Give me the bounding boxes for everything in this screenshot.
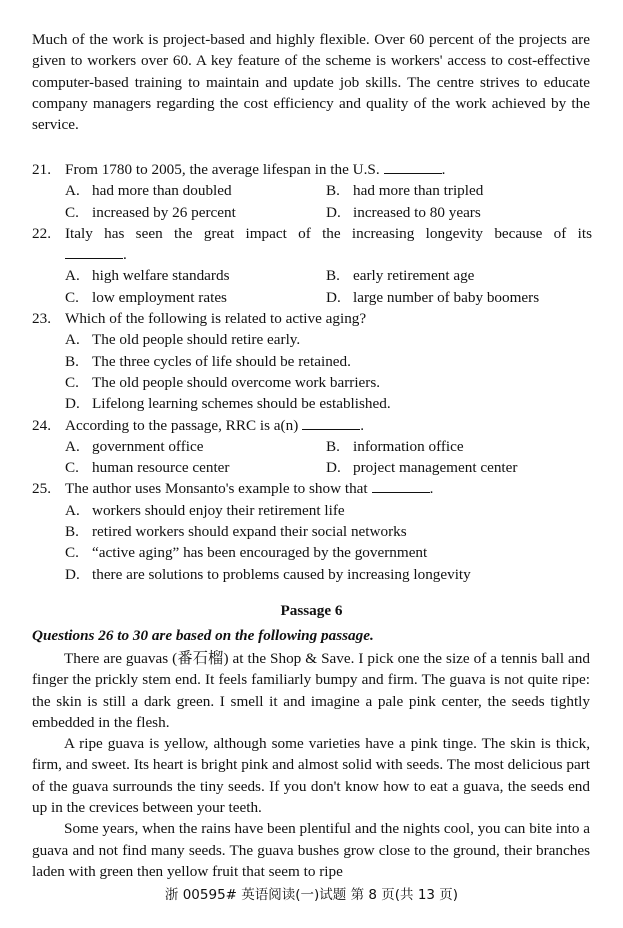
- option-label: A.: [65, 331, 80, 349]
- options: [32, 329, 592, 414]
- question-suffix: .: [123, 246, 127, 264]
- option-label: A.: [65, 267, 80, 285]
- option-d: [326, 457, 592, 478]
- options: [32, 265, 592, 308]
- option-label: C.: [65, 288, 79, 306]
- question-number: 23.: [32, 310, 51, 328]
- option-label: D.: [65, 565, 80, 583]
- option-label: C.: [65, 544, 79, 562]
- option-c: [65, 202, 326, 223]
- option-a: [65, 265, 326, 286]
- option-d: [326, 202, 592, 223]
- option-b: [326, 265, 592, 286]
- question-suffix: .: [429, 480, 434, 498]
- question-21: [32, 159, 592, 223]
- intro-text: Much of the work is project-based and highly flexible. Over 60 percent of the projects are given to workers over 60. A key feature of the scheme is workers' access to cost-effective computer-based training to maintain and update job skills. The centre strives to educate company managers regarding the cost efficiency and quality of the work achieved by the service.: [32, 31, 590, 134]
- option-text: low employment rates: [92, 288, 227, 306]
- answer-blank: [384, 159, 442, 174]
- option-text: retired workers should expand their social networks: [92, 523, 407, 541]
- option-a: [65, 180, 326, 201]
- option-a: [65, 436, 326, 457]
- question-suffix: .: [360, 416, 365, 434]
- body-paragraph: A ripe guava is yellow, although some varieties have a pink tinge. The skin is thick, firm, and sweet. Its heart is bright pink and almost solid with seeds. The most delicious part of the guava surrounds the tiny seeds. If you don't know how to eat a guava, the seeds end up in the crevices between your teeth.: [32, 735, 590, 817]
- question-number: 21.: [32, 161, 51, 178]
- option-a: [65, 500, 592, 521]
- option-text: had more than tripled: [353, 182, 484, 200]
- option-text: human resource center: [92, 459, 230, 477]
- option-label: C.: [65, 459, 79, 477]
- option-text: there are solutions to problems caused by increasing longevity: [92, 565, 471, 583]
- passage-title: Passage 6: [280, 602, 343, 619]
- option-label: C.: [65, 203, 79, 221]
- answer-blank: [372, 478, 430, 493]
- option-text: high welfare standards: [92, 267, 230, 285]
- option-d: [65, 393, 592, 414]
- option-b: [65, 521, 592, 542]
- question-25: [32, 478, 592, 584]
- question-24: [32, 415, 592, 479]
- options: [32, 500, 592, 585]
- option-text: The old people should overcome work barriers.: [92, 373, 381, 391]
- intro-paragraph: [32, 29, 590, 135]
- option-text: increased by 26 percent: [92, 203, 236, 221]
- option-text: The three cycles of life should be retained.: [92, 352, 351, 370]
- option-label: A.: [65, 437, 80, 455]
- option-label: A.: [65, 501, 80, 519]
- option-c: [65, 287, 326, 308]
- question-text: Italy has seen the great impact of the increasing longevity because of its: [65, 224, 592, 242]
- option-b: [65, 351, 592, 372]
- option-text: Lifelong learning schemes should be established.: [92, 395, 391, 413]
- option-label: D.: [326, 203, 341, 221]
- passage-instructions: Questions 26 to 30 are based on the following passage.: [32, 627, 374, 644]
- option-text: large number of baby boomers: [353, 288, 540, 306]
- question-22: [32, 223, 592, 308]
- body-paragraph: Some years, when the rains have been plentiful and the nights cool, you can bite into a guava and not find many seeds. The guava bushes grow close to the ground, their branches laden with green then yellow fruit that seem to ripe: [32, 820, 590, 880]
- option-label: B.: [65, 352, 79, 370]
- question-text: Which of the following is related to active aging?: [65, 310, 367, 328]
- option-text: information office: [353, 437, 464, 455]
- option-text: “active aging” has been encouraged by the government: [92, 544, 428, 562]
- option-label: D.: [326, 459, 341, 477]
- option-label: B.: [326, 267, 340, 285]
- option-text: increased to 80 years: [353, 203, 481, 221]
- option-c: [65, 542, 592, 563]
- options: [32, 436, 592, 479]
- option-text: early retirement age: [353, 267, 475, 285]
- question-number: 24.: [32, 416, 51, 434]
- option-label: D.: [65, 395, 80, 413]
- option-d: [65, 564, 592, 585]
- option-label: B.: [65, 523, 79, 541]
- option-label: C.: [65, 373, 79, 391]
- option-c: [65, 457, 326, 478]
- option-text: workers should enjoy their retirement life: [92, 501, 345, 519]
- question-number: 25.: [32, 480, 51, 498]
- option-c: [65, 372, 592, 393]
- question-suffix: .: [441, 161, 446, 178]
- question-text: According to the passage, RRC is a(n): [65, 416, 299, 434]
- question-text: The author uses Monsanto's example to show that: [65, 480, 368, 498]
- question-number: 22.: [32, 224, 51, 242]
- option-text: had more than doubled: [92, 182, 232, 200]
- question-text: From 1780 to 2005, the average lifespan in the U.S.: [65, 161, 380, 178]
- answer-blank: [65, 244, 123, 259]
- body-paragraph: There are guavas (番石榴) at the Shop & Save. I pick one the size of a tennis ball and finger the prickly stem end. It feels familiarly bumpy and firm. The guava is not quite ripe: the skin is still a dark green. I smell it and imagine a pale pink center, the seeds tightly embedded in the flesh.: [32, 650, 590, 731]
- option-label: D.: [326, 288, 341, 306]
- question-list: [32, 159, 592, 585]
- options: [32, 180, 592, 223]
- option-d: [326, 287, 592, 308]
- page-footer: 浙 00595# 英语阅读(一)试题 第 8 页(共 13 页): [164, 887, 459, 903]
- option-a: [65, 329, 592, 350]
- option-text: government office: [92, 437, 204, 455]
- option-label: B.: [326, 437, 340, 455]
- passage-body: [32, 648, 590, 882]
- option-label: A.: [65, 182, 80, 200]
- question-23: [32, 308, 592, 414]
- option-b: [326, 180, 592, 201]
- option-b: [326, 436, 592, 457]
- option-label: B.: [326, 182, 340, 200]
- option-text: project management center: [353, 459, 518, 477]
- option-text: The old people should retire early.: [92, 331, 301, 349]
- answer-blank: [302, 415, 360, 430]
